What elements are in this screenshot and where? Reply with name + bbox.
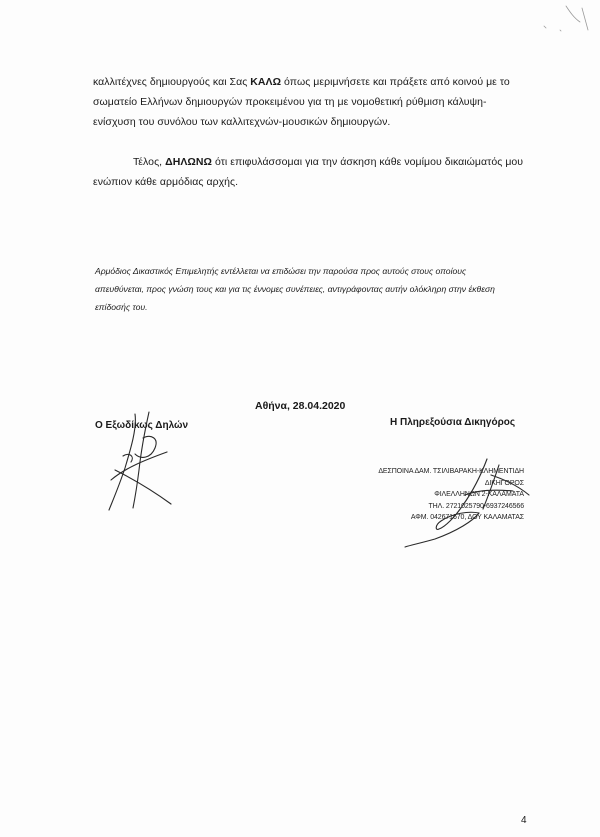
paragraph-2-line-1 [93,152,553,172]
paragraph-1-line-1-rest: όπως μεριμνήσετε και πράξετε από κοινού με το [281,76,510,88]
lawyer-label: Η Πληρεξούσια Δικηγόρος [390,417,516,428]
lawyer-stamp [378,466,524,524]
paragraph-2-line-1-text: Τέλος, [133,156,166,168]
notice-line-2: απευθύνεται, προς γνώση τους και για τις έννομες συνέπειες, αντιγράφοντας αυτήν ολόκληρη στην έκθεση [95,284,495,294]
body-paragraph-1 [93,72,533,132]
paragraph-2-line-1-rest: ότι επιφυλάσσομαι για την άσκηση κάθε νομίμου δικαιώματός μου [211,156,524,168]
paragraph-1-line-1 [93,72,533,92]
stamp-phone: ΤΗΛ. 2721025790-6937246566 [428,502,524,510]
paragraph-1-line-1-text: καλλιτέχνες δημιουργούς και Σας [93,76,251,88]
stamp-name: ΔΕΣΠΟΙΝΑ ΔΑΜ. ΤΣΙΛΙΒΑΡΑΚΗ-ΚΛΗΜΕΝΤΙΔΗ [378,468,524,475]
declarant-label: Ο Εξωδίκως Δηλών [95,420,189,431]
paragraph-1-line-3: ενίσχυση του συνόλου των καλλιτεχνών-μουσικών δημιουργών. [93,116,391,128]
dilono-emphasis: ΔΗΛΩΝΩ [165,156,212,168]
paragraph-2-line-2: ενώπιον κάθε αρμόδιας αρχής. [93,176,239,188]
notice-line-3: επίδοσής του. [95,302,148,312]
bailiff-notice [95,262,525,316]
place-date: Αθήνα, 28.04.2020 [255,400,346,412]
stamp-address: ΦΙΛΕΛΛΗΝΩΝ 2-ΚΑΛΑΜΑΤΑ [434,491,524,498]
paragraph-1-line-2: σωματείο Ελλήνων δημιουργών προκειμένου για τη με νομοθετική ρύθμιση κάλυψη- [93,96,487,108]
scan-mark-icon [530,4,590,38]
notice-line-1: Αρμόδιος Δικαστικός Επιμελητής εντέλλεται να επιδώσει την παρούσα προς αυτούς στους οποίους [95,266,467,276]
stamp-title: ΔΙΚΗΓΟΡΟΣ [484,479,524,487]
body-paragraph-2 [93,152,553,192]
kalo-emphasis: ΚΑΛΩ [250,76,282,88]
stamp-tax-id: ΑΦΜ. 042671670, ΔΟΥ ΚΑΛΑΜΑΤΑΣ [410,514,524,521]
page-number: 4 [521,815,527,826]
